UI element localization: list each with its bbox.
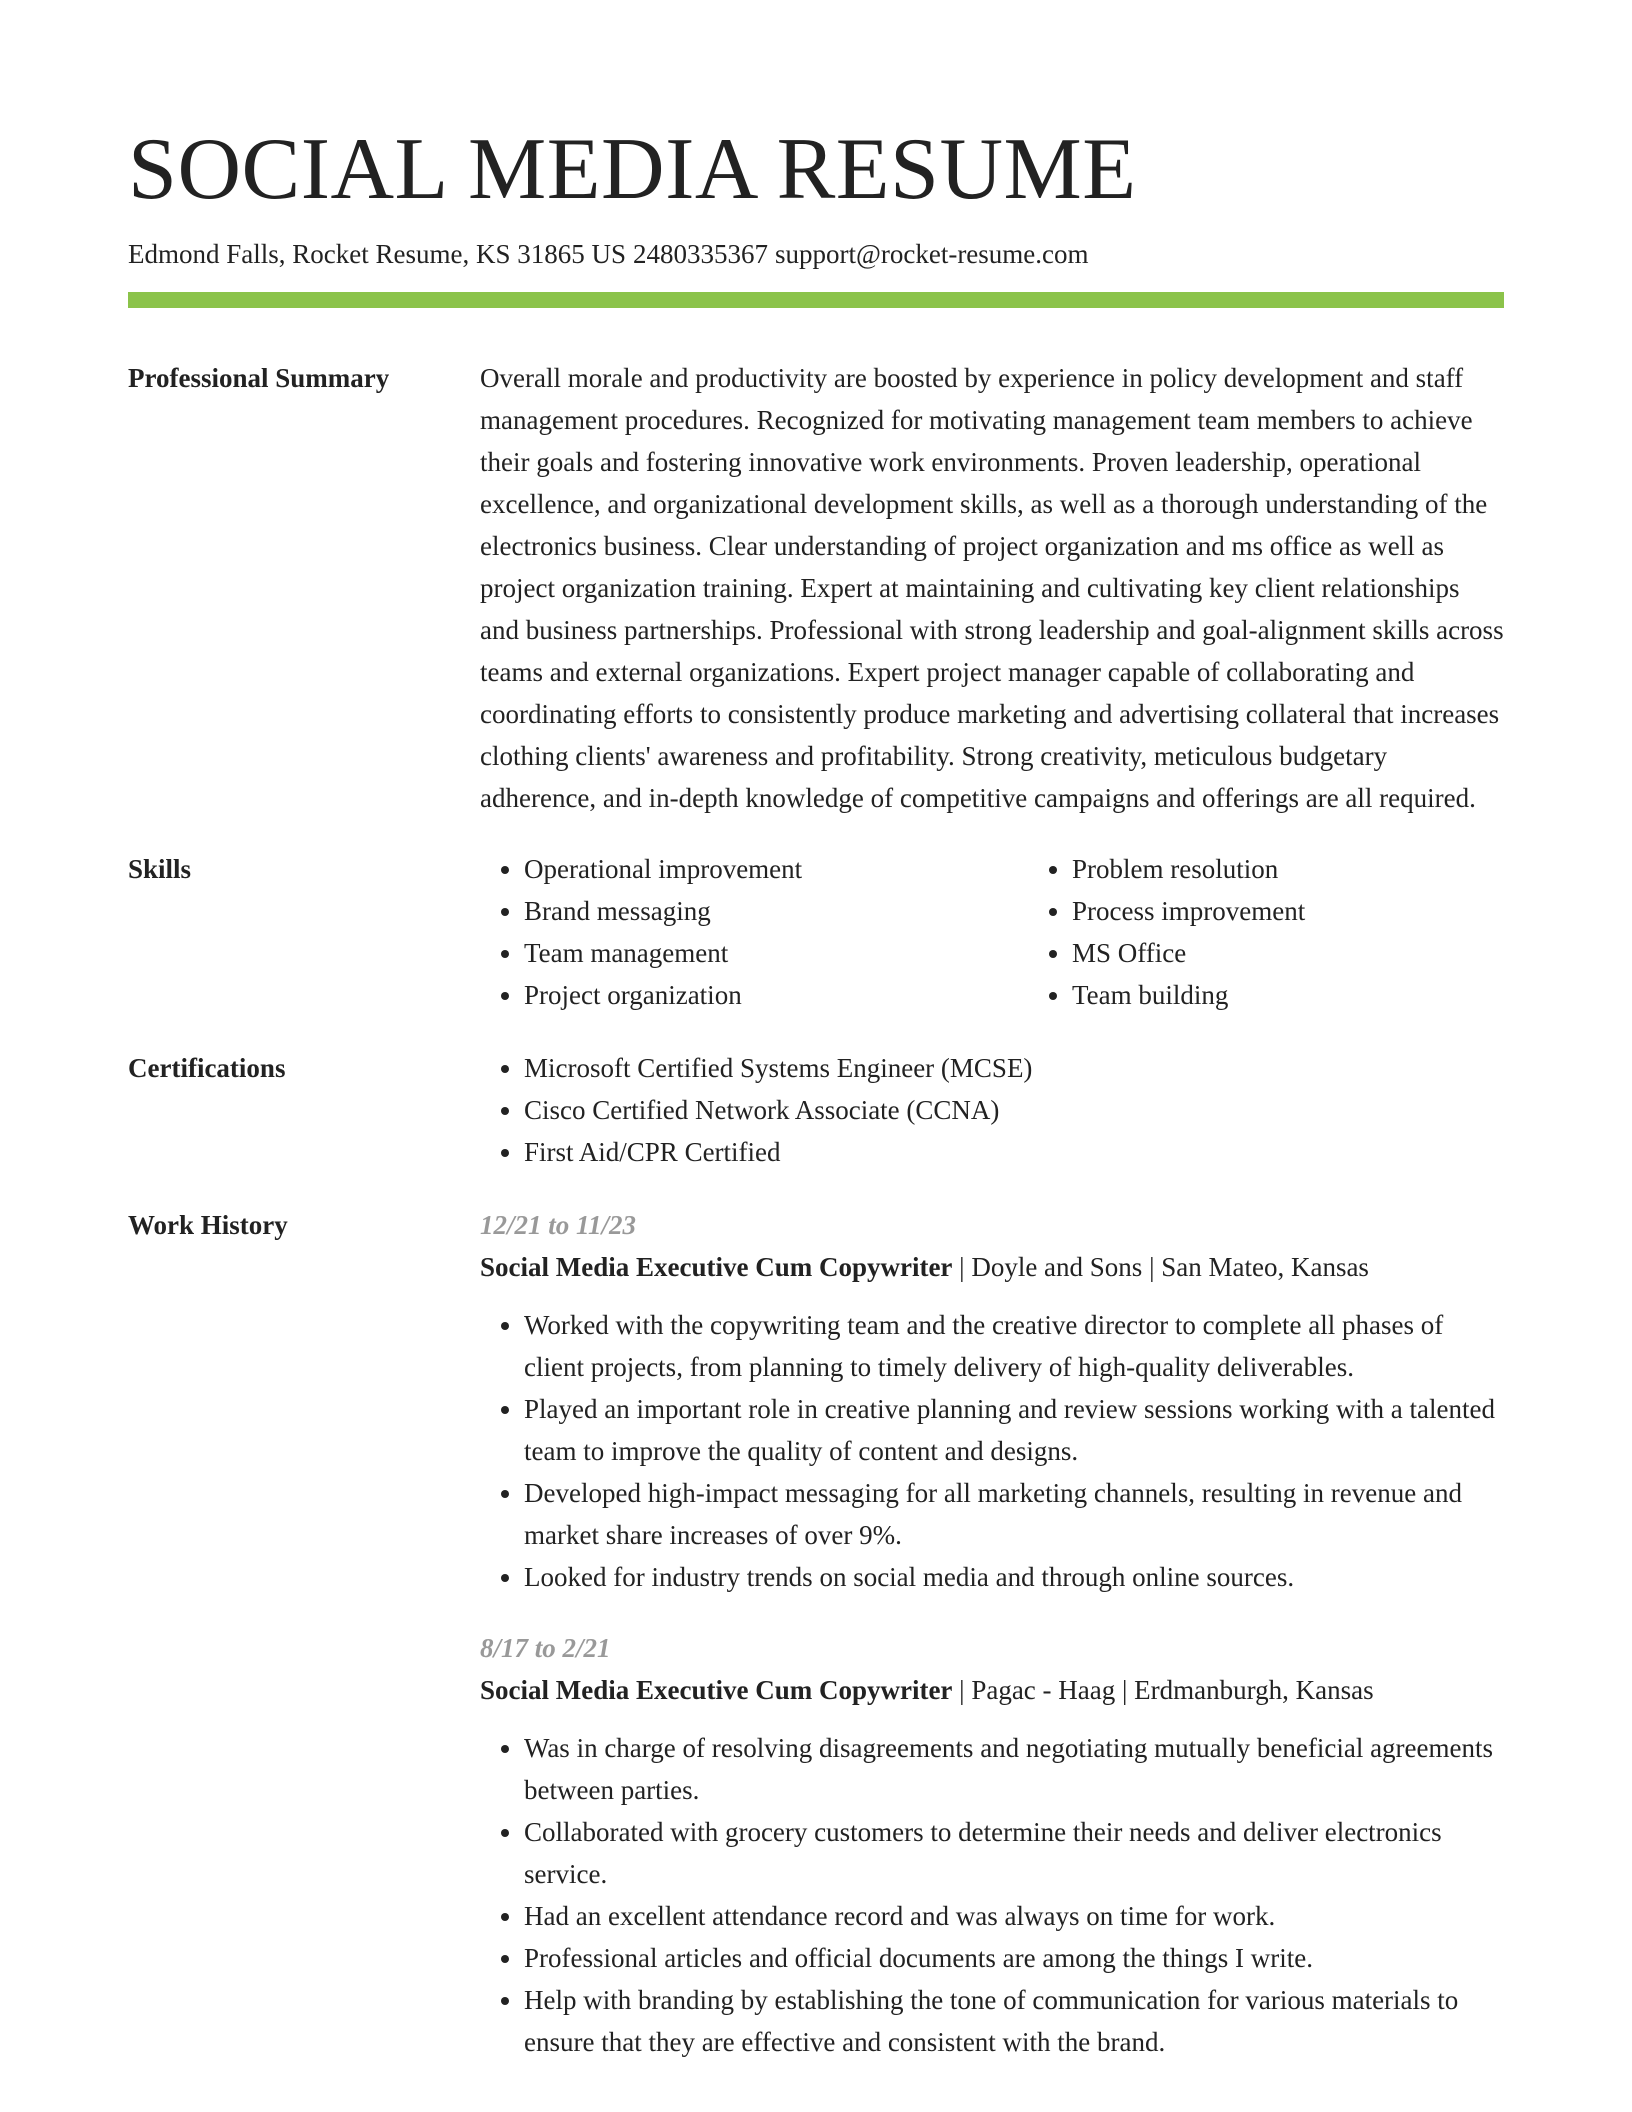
job-bullet: • Collaborated with grocery customers to determine their needs and deliver electronics service. bbox=[524, 1811, 1504, 1895]
job-bullet: • Professional articles and official documents are among the things I write. bbox=[524, 1937, 1504, 1979]
contact-phone: 2480335367 bbox=[633, 239, 768, 269]
skills-list-right bbox=[1028, 848, 1576, 1016]
contact-email: support@rocket-resume.com bbox=[775, 239, 1089, 269]
certification-item: • Cisco Certified Network Associate (CCNA) bbox=[524, 1089, 1504, 1131]
skill-item: • Project organization bbox=[524, 974, 1028, 1016]
summary-section bbox=[128, 357, 1504, 819]
skill-item: • Team building bbox=[1072, 974, 1576, 1016]
job-dates: 8/17 to 2/21 bbox=[480, 1633, 611, 1663]
job-bullet: • Developed high-impact messaging for all marketing channels, resulting in revenue and market share increases of over 9%. bbox=[524, 1472, 1504, 1556]
job-header: Social Media Executive Cum Copywriter | Doyle and Sons | San Mateo, Kansas bbox=[480, 1252, 1369, 1282]
job-entry bbox=[480, 1627, 1504, 2063]
job-bullet: • Looked for industry trends on social media and through online sources. bbox=[524, 1556, 1504, 1598]
certification-item: • First Aid/CPR Certified bbox=[524, 1131, 1504, 1173]
summary-text: Overall morale and productivity are boosted by experience in policy development and staff management procedures. Recognized for motivating management team members to achieve their goals and fostering innovative work environments. Proven leadership, operational excellence, and organizational development skills, as well as a thorough understanding of the electronics business. Clear understanding of project organization and ms office as well as project organization training. Expert at maintaining and cultivating key client relationships and business partnerships. Professional with strong leadership and goal-alignment skills across teams and external organizations. Expert project manager capable of collaborating and coordinating efforts to consistently produce marketing and advertising collateral that increases clothing clients' awareness and profitability. Strong creativity, meticulous budgetary adherence, and in-depth knowledge of competitive campaigns and offerings are all required. bbox=[480, 363, 1504, 813]
skill-item: • Brand messaging bbox=[524, 890, 1028, 932]
job-bullet: • Help with branding by establishing the tone of communication for various materials to ensure that they are effective and consistent with the brand. bbox=[524, 1979, 1504, 2063]
work-history-section bbox=[128, 1204, 1504, 2063]
job-bullet: • Played an important role in creative planning and review sessions working with a talented team to improve the quality of content and designs. bbox=[524, 1388, 1504, 1472]
job-title: Social Media Executive Cum Copywriter bbox=[480, 1252, 953, 1282]
resume-page bbox=[128, 0, 1504, 2063]
contact-line bbox=[128, 236, 1504, 272]
resume-name: SOCIAL MEDIA RESUME bbox=[128, 121, 1137, 218]
skills-grid bbox=[480, 848, 1576, 1016]
job-location: San Mateo, Kansas bbox=[1161, 1252, 1369, 1282]
work-history-heading: Work History bbox=[128, 1210, 288, 1240]
skill-item: • Process improvement bbox=[1072, 890, 1576, 932]
certification-item: • Microsoft Certified Systems Engineer (MCSE) bbox=[524, 1047, 1504, 1089]
skill-item: • Problem resolution bbox=[1072, 848, 1576, 890]
certifications-section bbox=[128, 1047, 1504, 1173]
job-bullet-list bbox=[480, 1727, 1504, 2063]
contact-address: Edmond Falls, Rocket Resume, KS 31865 US bbox=[128, 239, 626, 269]
skills-list-left bbox=[480, 848, 1028, 1016]
certifications-heading: Certifications bbox=[128, 1053, 286, 1083]
job-bullet: • Was in charge of resolving disagreements and negotiating mutually beneficial agreements between parties. bbox=[524, 1727, 1504, 1811]
job-bullet: • Worked with the copywriting team and the creative director to complete all phases of client projects, from planning to timely delivery of high-quality deliverables. bbox=[524, 1304, 1504, 1388]
skill-item: • Team management bbox=[524, 932, 1028, 974]
job-location: Erdmanburgh, Kansas bbox=[1134, 1675, 1374, 1705]
job-dates: 12/21 to 11/23 bbox=[480, 1210, 637, 1240]
job-header: Social Media Executive Cum Copywriter | Pagac - Haag | Erdmanburgh, Kansas bbox=[480, 1675, 1374, 1705]
skill-item: • MS Office bbox=[1072, 932, 1576, 974]
job-entry bbox=[480, 1204, 1504, 1598]
job-title: Social Media Executive Cum Copywriter bbox=[480, 1675, 953, 1705]
job-bullet-list bbox=[480, 1304, 1504, 1598]
summary-heading: Professional Summary bbox=[128, 363, 390, 393]
certifications-list bbox=[480, 1047, 1504, 1173]
skills-section bbox=[128, 848, 1504, 1016]
job-company: Doyle and Sons bbox=[971, 1252, 1143, 1282]
header-divider bbox=[128, 292, 1504, 308]
job-company: Pagac - Haag bbox=[971, 1675, 1116, 1705]
skills-heading: Skills bbox=[128, 854, 192, 884]
skill-item: • Operational improvement bbox=[524, 848, 1028, 890]
job-bullet: • Had an excellent attendance record and was always on time for work. bbox=[524, 1895, 1504, 1937]
